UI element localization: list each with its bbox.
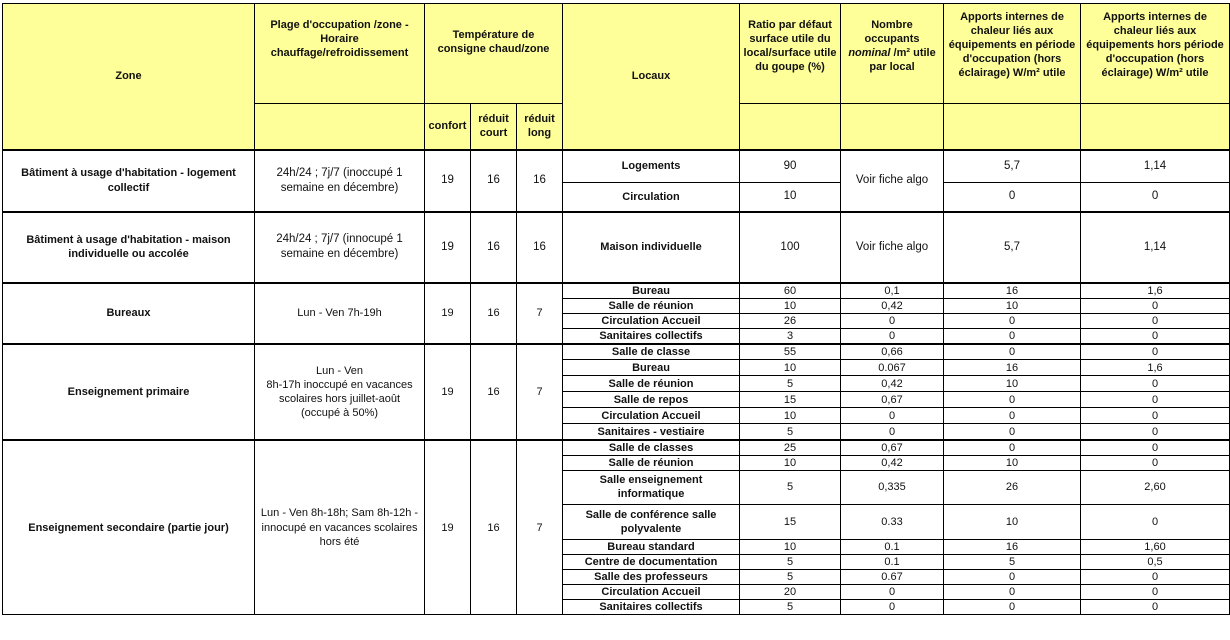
table-row xyxy=(3,150,1230,183)
zone-reduit-court: 16 xyxy=(471,440,517,615)
local-nombre: 0.67 xyxy=(841,570,944,585)
local-apports-occupation: 0 xyxy=(944,408,1081,424)
local-ratio: 5 xyxy=(740,424,841,440)
zone-plage-line: Lun - Ven xyxy=(315,364,364,377)
local-nombre: 0 xyxy=(841,313,944,328)
local-name: Salle de classe xyxy=(563,344,740,360)
local-nombre: 0,66 xyxy=(841,344,944,360)
local-apports-occupation: 0 xyxy=(944,313,1081,328)
local-apports-hors: 0 xyxy=(1081,455,1230,470)
local-ratio: 10 xyxy=(740,360,841,376)
zone-plage-line: (occupé à 50%) xyxy=(300,406,379,419)
local-nombre: 0,67 xyxy=(841,392,944,408)
local-name: Centre de documentation xyxy=(563,555,740,570)
header-plage-empty xyxy=(255,104,425,150)
zone-reduit-court: 16 xyxy=(471,283,517,344)
local-ratio: 5 xyxy=(740,555,841,570)
local-name: Salle de réunion xyxy=(563,455,740,470)
zone-plage xyxy=(255,344,425,440)
header-nombre-italic: nominal xyxy=(848,47,891,60)
zone-reduit-long: 16 xyxy=(517,212,563,283)
header-locaux: Locaux xyxy=(563,4,740,150)
local-ratio: 25 xyxy=(740,440,841,456)
zone-plage: 24h/24 ; 7j/7 (inoccupé 1 semaine en décembre) xyxy=(255,150,425,212)
local-name: Logements xyxy=(563,150,740,183)
zone-name: Bâtiment à usage d'habitation - logement collectif xyxy=(3,150,255,212)
zone-reduit-long: 7 xyxy=(517,344,563,440)
local-apports-hors: 0 xyxy=(1081,408,1230,424)
local-apports-hors: 1,14 xyxy=(1081,150,1230,183)
local-apports-occupation: 0 xyxy=(944,570,1081,585)
header-nombre-line2: /m² utile par local xyxy=(869,47,936,74)
local-name: Salle enseignement informatique xyxy=(563,470,740,504)
local-apports-hors: 1,6 xyxy=(1081,283,1230,299)
local-ratio: 5 xyxy=(740,570,841,585)
local-name: Sanitaires - vestiaire xyxy=(563,424,740,440)
local-apports-occupation: 10 xyxy=(944,298,1081,313)
local-nombre: 0.067 xyxy=(841,360,944,376)
local-apports-occupation: 0 xyxy=(944,328,1081,344)
local-apports-occupation: 5,7 xyxy=(944,212,1081,283)
local-ratio: 60 xyxy=(740,283,841,299)
local-name: Sanitaires collectifs xyxy=(563,328,740,344)
header-row xyxy=(3,4,1230,104)
local-ratio: 10 xyxy=(740,539,841,554)
local-nombre: 0 xyxy=(841,600,944,615)
local-name: Salle de conférence salle polyvalente xyxy=(563,504,740,539)
local-ratio: 5 xyxy=(740,600,841,615)
header-ratio: Ratio par défaut surface utile du local/surface utile du goupe (%) xyxy=(740,4,841,104)
local-apports-occupation: 26 xyxy=(944,470,1081,504)
local-ratio: 10 xyxy=(740,298,841,313)
local-apports-hors: 0 xyxy=(1081,600,1230,615)
local-nombre: Voir fiche algo xyxy=(841,150,944,212)
local-apports-hors: 0 xyxy=(1081,570,1230,585)
local-nombre: 0.1 xyxy=(841,555,944,570)
zone-plage: Lun - Ven 8h-18h; Sam 8h-12h - innocupé en vacances scolaires hors été xyxy=(255,440,425,615)
local-nombre: 0.33 xyxy=(841,504,944,539)
zone-confort: 19 xyxy=(425,283,471,344)
local-ratio: 20 xyxy=(740,585,841,600)
local-ratio: 55 xyxy=(740,344,841,360)
header-plage: Plage d'occupation /zone - Horaire chauffage/refroidissement xyxy=(255,4,425,104)
zone-reduit-long: 7 xyxy=(517,440,563,615)
zone-reduit-long: 16 xyxy=(517,150,563,212)
local-nombre: 0 xyxy=(841,585,944,600)
local-nombre: 0,42 xyxy=(841,298,944,313)
header-reduit-long: réduit long xyxy=(517,104,563,150)
local-apports-hors: 0 xyxy=(1081,440,1230,456)
zone-name: Enseignement secondaire (partie jour) xyxy=(3,440,255,615)
local-ratio: 100 xyxy=(740,212,841,283)
local-apports-occupation: 0 xyxy=(944,344,1081,360)
local-apports-occupation: 5,7 xyxy=(944,150,1081,183)
header-ratio-empty xyxy=(740,104,841,150)
local-nombre: 0,42 xyxy=(841,455,944,470)
local-apports-occupation: 0 xyxy=(944,424,1081,440)
local-apports-occupation: 16 xyxy=(944,360,1081,376)
local-apports-hors: 0 xyxy=(1081,183,1230,212)
local-apports-occupation: 16 xyxy=(944,283,1081,299)
local-name: Salle des professeurs xyxy=(563,570,740,585)
local-apports-occupation: 0 xyxy=(944,600,1081,615)
local-nombre: 0 xyxy=(841,424,944,440)
local-apports-hors: 0 xyxy=(1081,424,1230,440)
local-apports-occupation: 0 xyxy=(944,585,1081,600)
local-apports-hors: 0 xyxy=(1081,376,1230,392)
local-name: Circulation Accueil xyxy=(563,313,740,328)
zone-reduit-court: 16 xyxy=(471,212,517,283)
header-reduit-court: réduit court xyxy=(471,104,517,150)
local-nombre: 0 xyxy=(841,328,944,344)
local-apports-hors: 0 xyxy=(1081,504,1230,539)
local-ratio: 5 xyxy=(740,470,841,504)
local-apports-hors: 0 xyxy=(1081,585,1230,600)
local-name: Bureau xyxy=(563,283,740,299)
local-name: Circulation xyxy=(563,183,740,212)
local-ratio: 10 xyxy=(740,455,841,470)
header-apports-occ-empty xyxy=(944,104,1081,150)
local-nombre: Voir fiche algo xyxy=(841,212,944,283)
zone-plage: 24h/24 ; 7j/7 (innocupé 1 semaine en décembre) xyxy=(255,212,425,283)
local-ratio: 15 xyxy=(740,504,841,539)
zone-confort: 19 xyxy=(425,212,471,283)
zone-name: Enseignement primaire xyxy=(3,344,255,440)
local-nombre: 0,42 xyxy=(841,376,944,392)
local-name: Circulation Accueil xyxy=(563,408,740,424)
zone-name: Bâtiment à usage d'habitation - maison individuelle ou accolée xyxy=(3,212,255,283)
zone-plage-line: 8h-17h inoccupé en vacances scolaires hors juillet-août xyxy=(266,378,413,405)
local-apports-occupation: 10 xyxy=(944,376,1081,392)
local-apports-hors: 0 xyxy=(1081,392,1230,408)
local-apports-hors: 1,60 xyxy=(1081,539,1230,554)
local-apports-occupation: 0 xyxy=(944,183,1081,212)
local-apports-hors: 1,6 xyxy=(1081,360,1230,376)
local-ratio: 26 xyxy=(740,313,841,328)
local-apports-hors: 1,14 xyxy=(1081,212,1230,283)
occupation-table xyxy=(2,3,1230,615)
local-nombre: 0,1 xyxy=(841,283,944,299)
header-temperature: Température de consigne chaud/zone xyxy=(425,4,563,104)
local-apports-hors: 2,60 xyxy=(1081,470,1230,504)
zone-plage: Lun - Ven 7h-19h xyxy=(255,283,425,344)
local-ratio: 10 xyxy=(740,183,841,212)
header-apports-hors-empty xyxy=(1081,104,1230,150)
table-row xyxy=(3,344,1230,360)
local-apports-occupation: 0 xyxy=(944,392,1081,408)
zone-reduit-long: 7 xyxy=(517,283,563,344)
header-confort: confort xyxy=(425,104,471,150)
local-ratio: 90 xyxy=(740,150,841,183)
table-row xyxy=(3,440,1230,456)
zone-reduit-court: 16 xyxy=(471,150,517,212)
local-nombre: 0,67 xyxy=(841,440,944,456)
header-apports-occupation: Apports internes de chaleur liés aux équipements en période d'occupation (hors éclairage) W/m² utile xyxy=(944,4,1081,104)
header-nombre-line1: Nombre occupants xyxy=(864,19,920,46)
local-ratio: 5 xyxy=(740,376,841,392)
local-ratio: 3 xyxy=(740,328,841,344)
zone-reduit-court: 16 xyxy=(471,344,517,440)
zone-confort: 19 xyxy=(425,150,471,212)
local-nombre: 0 xyxy=(841,408,944,424)
local-apports-hors: 0 xyxy=(1081,313,1230,328)
local-name: Circulation Accueil xyxy=(563,585,740,600)
local-apports-occupation: 0 xyxy=(944,440,1081,456)
header-nombre-empty xyxy=(841,104,944,150)
local-name: Bureau standard xyxy=(563,539,740,554)
local-apports-hors: 0 xyxy=(1081,328,1230,344)
local-apports-occupation: 10 xyxy=(944,504,1081,539)
local-ratio: 15 xyxy=(740,392,841,408)
local-name: Salle de classes xyxy=(563,440,740,456)
local-nombre: 0.1 xyxy=(841,539,944,554)
zone-name: Bureaux xyxy=(3,283,255,344)
header-nombre xyxy=(841,4,944,104)
local-name: Salle de réunion xyxy=(563,376,740,392)
local-name: Bureau xyxy=(563,360,740,376)
table-row xyxy=(3,283,1230,299)
header-apports-hors-occupation: Apports internes de chaleur liés aux équipements hors période d'occupation (hors éclairage) W/m² utile xyxy=(1081,4,1230,104)
local-apports-occupation: 16 xyxy=(944,539,1081,554)
table-row xyxy=(3,212,1230,283)
local-apports-hors: 0 xyxy=(1081,298,1230,313)
local-ratio: 10 xyxy=(740,408,841,424)
local-apports-hors: 0,5 xyxy=(1081,555,1230,570)
local-nombre: 0,335 xyxy=(841,470,944,504)
zone-confort: 19 xyxy=(425,440,471,615)
local-apports-hors: 0 xyxy=(1081,344,1230,360)
local-name: Maison individuelle xyxy=(563,212,740,283)
local-name: Salle de réunion xyxy=(563,298,740,313)
local-name: Salle de repos xyxy=(563,392,740,408)
local-apports-occupation: 5 xyxy=(944,555,1081,570)
zone-confort: 19 xyxy=(425,344,471,440)
local-apports-occupation: 10 xyxy=(944,455,1081,470)
local-name: Sanitaires collectifs xyxy=(563,600,740,615)
header-zone: Zone xyxy=(3,4,255,150)
